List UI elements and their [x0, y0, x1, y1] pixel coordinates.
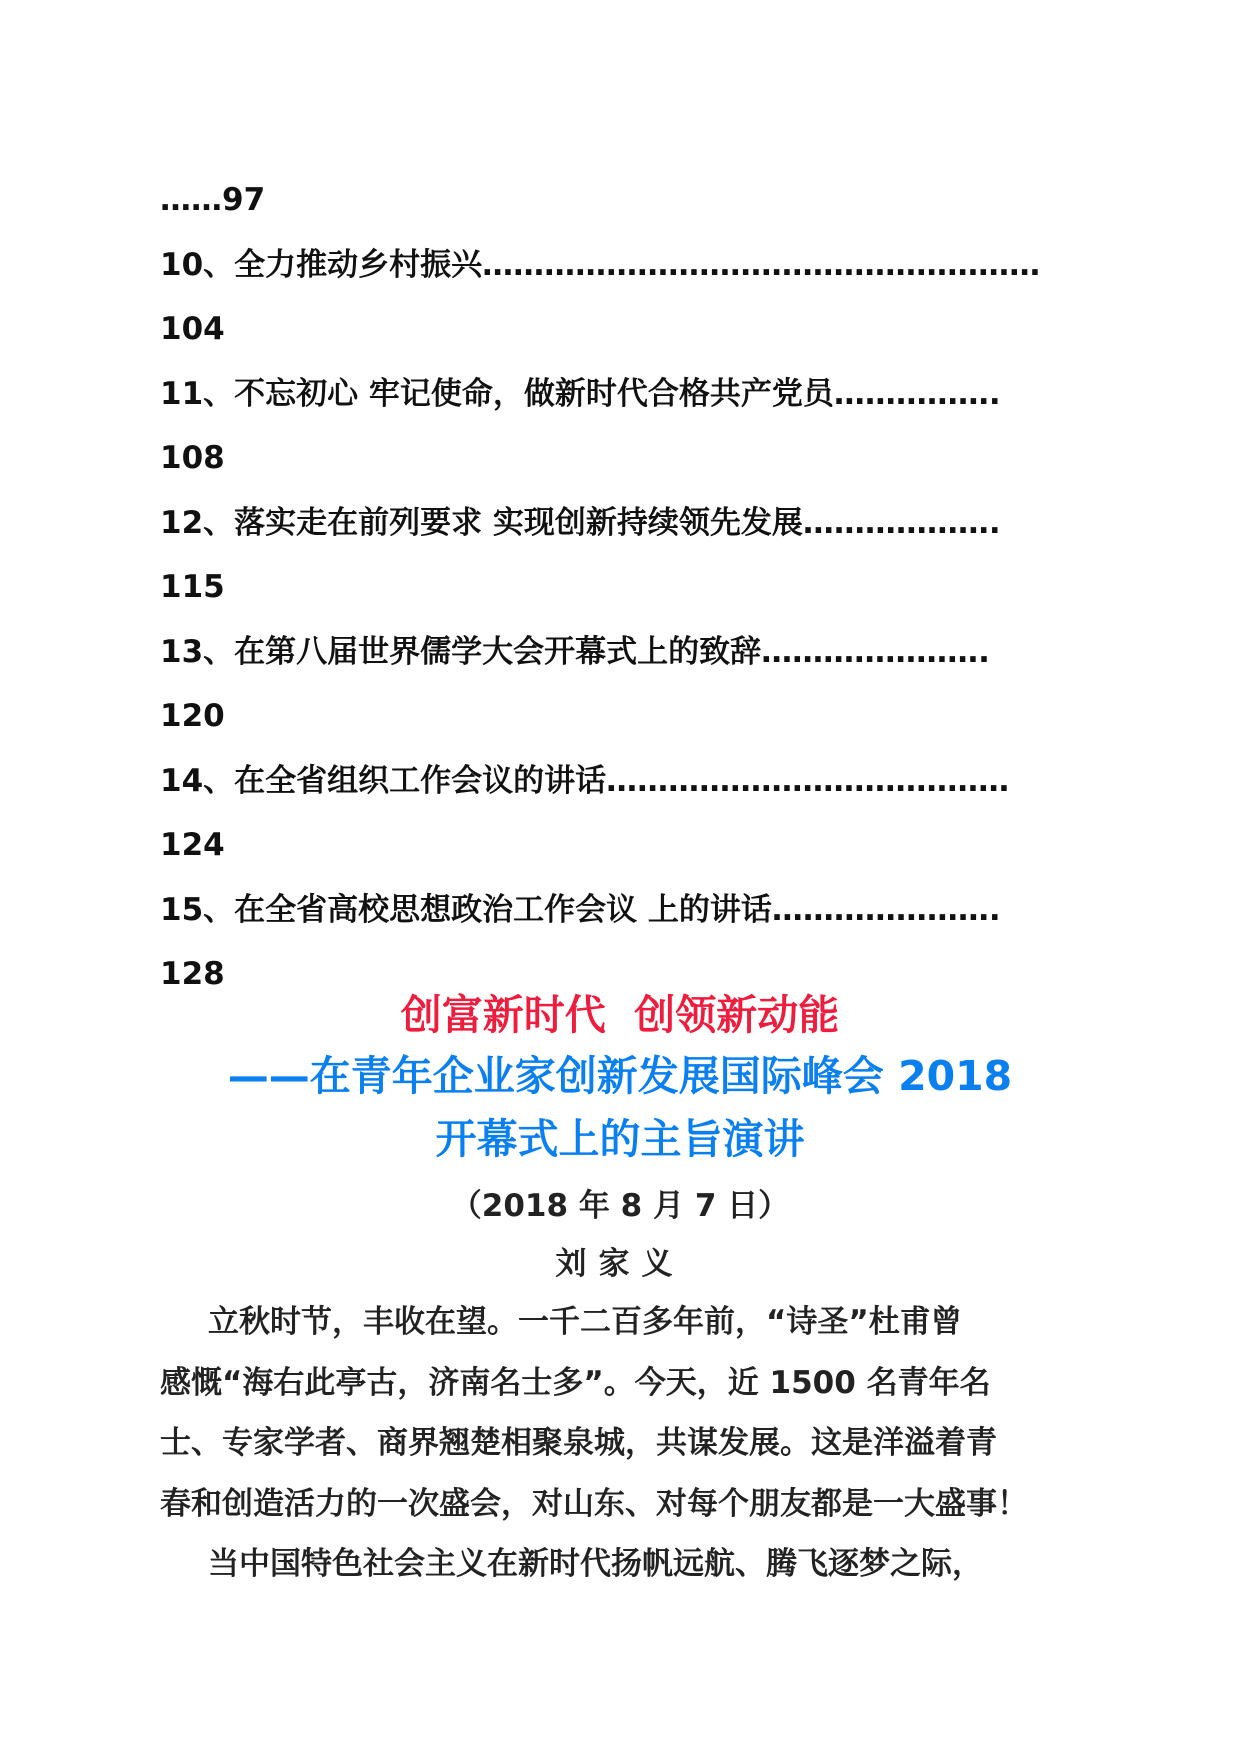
article-author: 刘家义 — [555, 1246, 685, 1282]
body-paragraph-line: 春和创造活力的一次盛会，对山东、对每个朋友都是一大盛事！ — [160, 1485, 1028, 1522]
article-subtitle-line-1: ——在青年企业家创新发展国际峰会 2018 — [227, 1052, 1013, 1100]
toc-page-number: 115 — [160, 569, 225, 605]
toc-entry-12: 12、落实走在前列要求 实现创新持续领先发展………………. — [160, 504, 1001, 541]
toc-page-number: 120 — [160, 698, 225, 734]
toc-entry-15: 15、在全省高校思想政治工作会议 上的讲话…………………. — [160, 891, 1001, 928]
body-paragraph-line: 当中国特色社会主义在新时代扬帆远航、腾飞逐梦之际， — [208, 1546, 983, 1582]
toc-page-number: 108 — [160, 440, 225, 476]
article-date: （2018 年 8 月 7 日） — [450, 1188, 790, 1224]
toc-page-number: 104 — [160, 311, 225, 347]
toc-entry-10: 10、全力推动乡村振兴……………………………………………… — [160, 246, 1041, 283]
toc-entry-14: 14、在全省组织工作会议的讲话………………………………… — [160, 762, 1010, 799]
toc-entry-11: 11、不忘初心 牢记使命，做新时代合格共产党员……………. — [160, 375, 1001, 412]
toc-page-number: 128 — [160, 956, 225, 992]
body-paragraph-line: 立秋时节，丰收在望。一千二百多年前，“诗圣”杜甫曾 — [208, 1304, 962, 1340]
body-paragraph-line: 士、专家学者、商界翘楚相聚泉城，共谋发展。这是洋溢着青 — [160, 1425, 997, 1461]
body-paragraph-line: 感慨“海右此亭古，济南名士多”。今天，近 1500 名青年名 — [160, 1364, 991, 1401]
table-of-contents — [160, 168, 1080, 1007]
toc-page-number: 124 — [160, 827, 225, 863]
article-title: 创富新时代 创领新动能 — [400, 991, 840, 1039]
article-heading — [0, 985, 1240, 1171]
article-body — [160, 1292, 1090, 1595]
toc-entry-13: 13、在第八届世界儒学大会开幕式上的致辞…………………. — [160, 633, 990, 670]
article-subtitle-line-2: 开幕式上的主旨演讲 — [435, 1115, 805, 1163]
toc-line: ……97 — [160, 182, 266, 218]
